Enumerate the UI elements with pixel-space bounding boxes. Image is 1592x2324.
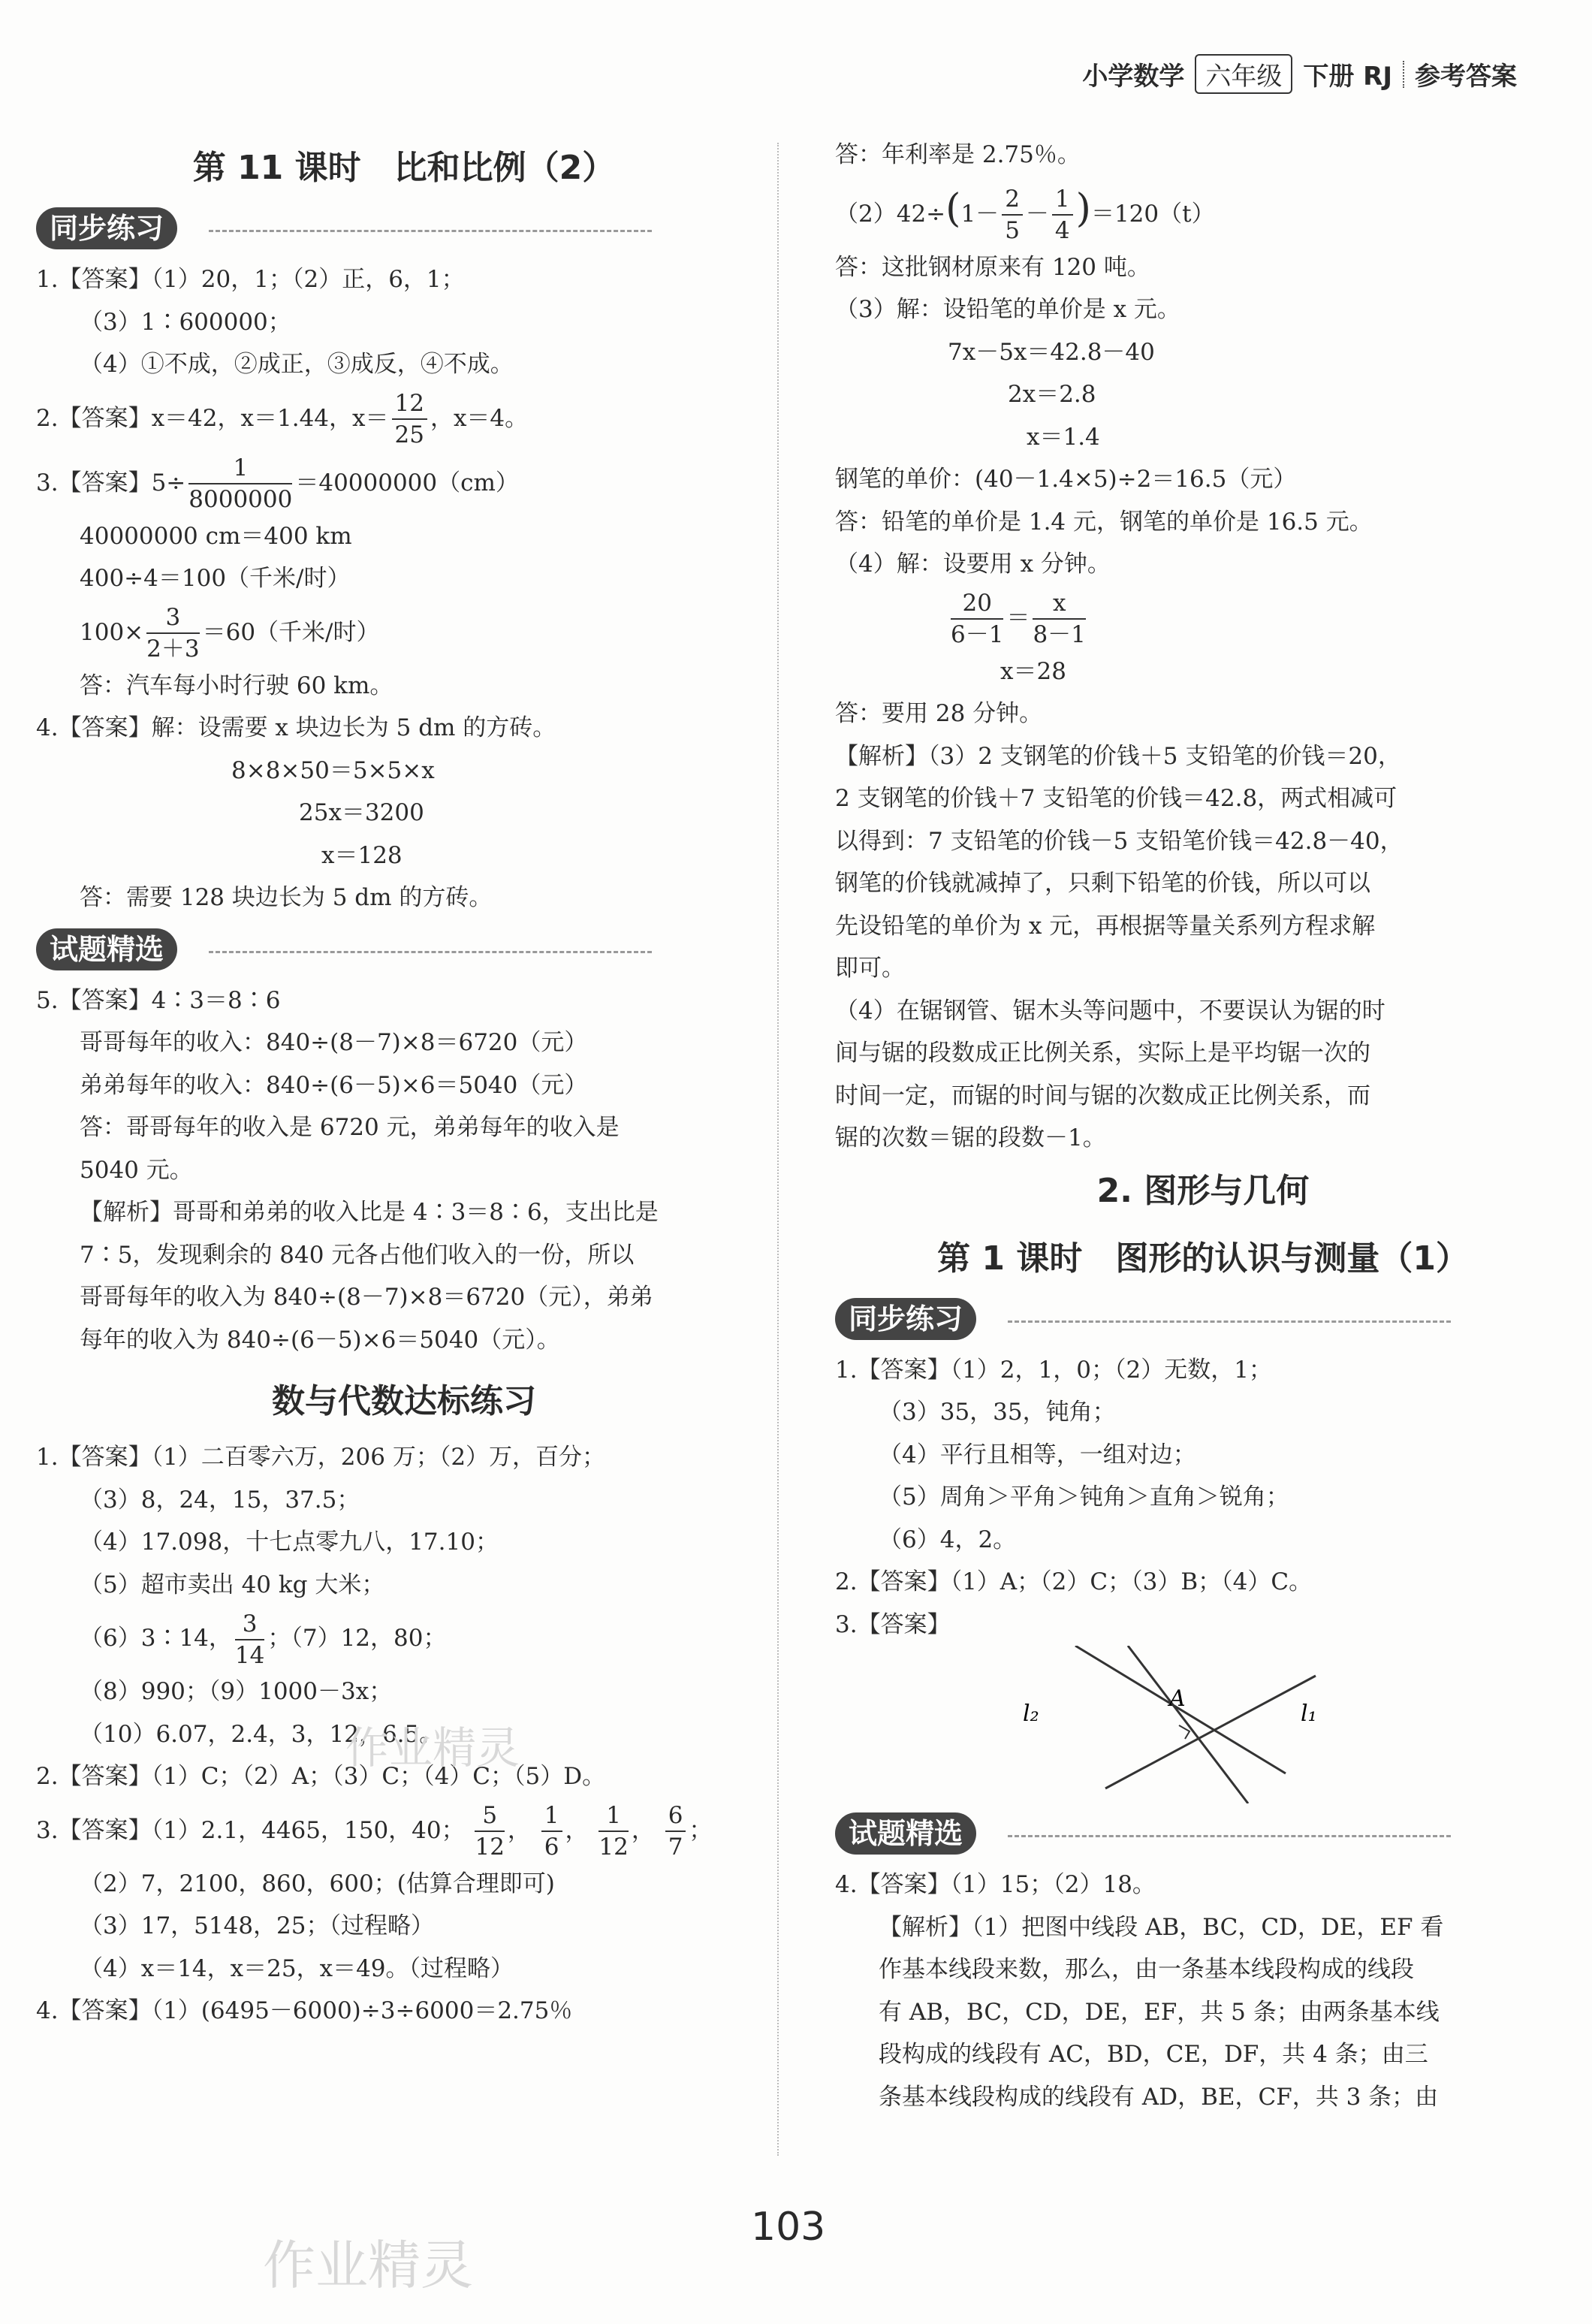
grade-badge: 六年级 xyxy=(1195,54,1292,94)
answer-line: （4）17.098，十七点零九八，17.10； xyxy=(80,1529,499,1556)
answer-line: 弟弟每年的收入：840÷(6－5)×6＝5040（元） xyxy=(80,1071,588,1099)
answer-line: （3）17，5148，25；（过程略） xyxy=(80,1912,435,1939)
answer-line: 4.【答案】解：设需要 x 块边长为 5 dm 的方砖。 xyxy=(36,714,556,741)
denominator: 12 xyxy=(599,1834,629,1861)
header-divider xyxy=(1403,61,1404,88)
fraction xyxy=(1052,184,1073,246)
answer-line: （3）35，35，钝角； xyxy=(879,1399,1116,1426)
watermark: 作业精灵 xyxy=(263,2235,473,2296)
fraction xyxy=(541,1800,562,1862)
section-band-select xyxy=(36,924,772,976)
answer-line: 1.【答案】（1）20，1；（2）正，6，1； xyxy=(36,266,465,293)
analysis-line: 作基本线段来数，那么，由一条基本线段构成的线段 xyxy=(879,1956,1414,1983)
analysis-line: 7∶5，发现剩余的 840 元各占他们收入的一份，所以 xyxy=(80,1241,635,1269)
answer-line: x＝28 xyxy=(1000,657,1066,685)
text: ＝60（千米/时） xyxy=(202,618,380,646)
paren-close: ) xyxy=(1075,186,1091,231)
text: 2.【答案】x＝42，x＝1.44，x＝ xyxy=(36,404,389,432)
answer-line: 1.【答案】（1）2，1，0；（2）无数，1； xyxy=(835,1356,1272,1384)
lesson-title: 第 1 课时 图形的认识与测量（1） xyxy=(937,1239,1469,1278)
answer-line: 答：要用 28 分钟。 xyxy=(835,700,1043,727)
analysis-line: 时间一定，而锯的时间与锯的次数成正比例关系，而 xyxy=(835,1082,1370,1109)
text: （2）42÷ xyxy=(835,200,946,228)
answer-line: （2）7，2100，860，600；(估算合理即可) xyxy=(80,1870,555,1897)
answer-line: 1.【答案】（1）二百零六万，206 万；（2）万，百分； xyxy=(36,1444,606,1471)
analysis-line: 间与锯的段数成正比例关系，实际上是平均锯一次的 xyxy=(835,1040,1370,1067)
section-band-sync xyxy=(835,1293,1571,1346)
analysis-line: 先设铅笔的单价为 x 元，再根据等量关系列方程求解 xyxy=(835,912,1376,940)
answer-line: 2x＝2.8 xyxy=(1008,381,1096,408)
answer-line: 3.【答案】（1）2.1，4465，150，40； $\frac{5}{12}$ ， $\frac{1}{6}$ ， $\frac{1}{12}$ ， $\frac{6}{7}$ ； xyxy=(36,1802,713,1861)
fraction xyxy=(475,1800,504,1862)
answer-line: 2.【答案】（1）C；（2）A；（3）C；（4）C；（5）D。 xyxy=(36,1763,606,1790)
answer-line: （5）周角＞平角＞钝角＞直角＞锐角； xyxy=(879,1483,1289,1511)
analysis-line: 有 AB，BC，CD，DE，EF，共 5 条；由两条基本线 xyxy=(879,1998,1440,2026)
fraction xyxy=(951,588,1003,650)
select-tag: 试题精选 xyxy=(36,928,177,970)
numerator: 1 xyxy=(188,453,292,484)
section-title: 数与代数达标练习 xyxy=(272,1382,536,1420)
answer-line: （4）x＝14，x＝25，x＝49。（过程略） xyxy=(80,1954,514,1982)
numerator: 5 xyxy=(475,1800,504,1832)
chapter-title: 2. 图形与几何 xyxy=(1096,1171,1310,1210)
answer-line: x＝1.4 xyxy=(1027,423,1100,451)
answer-line: 答：这批钢材原来有 120 吨。 xyxy=(835,253,1150,281)
transversal-line xyxy=(1128,1646,1248,1803)
label-a: A xyxy=(1169,1686,1186,1712)
section-band-sync xyxy=(36,203,772,255)
lesson-title: 第 11 课时 比和比例（2） xyxy=(192,149,616,187)
text: 100× xyxy=(80,618,144,646)
analysis-line: 钢笔的价钱就减掉了，只剩下铅笔的价钱，所以可以 xyxy=(835,870,1370,897)
answer-line: 钢笔的单价：(40－1.4×5)÷2＝16.5（元） xyxy=(835,466,1297,493)
answer-line: （10）6.07，2.4，3，12，6.5。 xyxy=(80,1720,443,1748)
answer-line: （2）42÷(1－ $\frac{2}{5}$ － $\frac{1}{4}$ )＝120（t） xyxy=(835,186,1215,244)
select-tag: 试题精选 xyxy=(835,1812,976,1855)
band-dash xyxy=(209,951,652,953)
denominator: 5 xyxy=(1005,217,1020,244)
analysis-line: 2 支钢笔的价钱＋7 支铅笔的价钱＝42.8，两式相减可 xyxy=(835,785,1398,812)
page-header xyxy=(1082,54,1517,94)
column-divider xyxy=(777,143,779,2156)
fraction xyxy=(188,453,292,515)
answer-line xyxy=(36,451,772,515)
text: ；（7）12，80； xyxy=(267,1625,447,1652)
denominator: 6－1 xyxy=(951,621,1004,648)
answer-line: 答：汽车每小时行驶 60 km。 xyxy=(80,672,393,699)
numerator: x xyxy=(1033,588,1085,620)
answer-line: 答：年利率是 2.75％。 xyxy=(835,141,1081,168)
analysis-line: 【解析】哥哥和弟弟的收入比是 4∶3＝8∶6，支出比是 xyxy=(80,1199,659,1226)
fraction xyxy=(392,388,427,450)
analysis-line: 【解析】（3）2 支钢笔的价钱＋5 支铅笔的价钱＝20， xyxy=(835,742,1401,770)
denominator: 6 xyxy=(544,1834,559,1861)
band-dash xyxy=(1008,1320,1451,1323)
answer-line: 答：铅笔的单价是 1.4 元，钢笔的单价是 16.5 元。 xyxy=(835,508,1373,536)
answer-line: （3）解：设铅笔的单价是 x 元。 xyxy=(835,296,1180,323)
text: 3.【答案】5÷ xyxy=(36,469,186,496)
numerator: 3 xyxy=(146,602,199,634)
answer-line: （4）平行且相等，一组对边； xyxy=(879,1441,1196,1468)
fraction xyxy=(1002,184,1023,246)
answer-line xyxy=(36,1606,772,1671)
analysis-line: 条基本线段构成的线段有 AD，BE，CF，共 3 条；由 xyxy=(879,2083,1439,2111)
label-l2: l₂ xyxy=(1023,1701,1039,1727)
answer-line xyxy=(36,386,772,451)
denominator: 4 xyxy=(1054,217,1070,244)
numerator: 2 xyxy=(1002,184,1023,216)
answer-line: 25x＝3200 xyxy=(299,799,424,826)
fraction xyxy=(665,1800,686,1862)
subject-label: 小学数学 xyxy=(1082,62,1185,92)
geometry-figure xyxy=(835,1646,1571,1803)
fraction xyxy=(235,1609,264,1671)
answer-line: 7x－5x＝42.8－40 xyxy=(948,338,1155,366)
band-dash xyxy=(209,230,652,232)
text: ＝40000000（cm） xyxy=(295,469,519,496)
analysis-line: 即可。 xyxy=(835,955,905,982)
right-column xyxy=(835,134,1571,2118)
answer-line: 3.【答案】 xyxy=(835,1610,951,1638)
numerator: 1 xyxy=(1052,184,1073,216)
answer-line: 4.【答案】（1）(6495－6000)÷3÷6000＝2.75％ xyxy=(36,1997,573,2024)
numerator: 6 xyxy=(665,1800,686,1832)
watermark: 作业精灵 xyxy=(345,1722,520,1773)
text: （6）3∶14， xyxy=(80,1625,232,1652)
answer-line xyxy=(36,600,772,665)
label-l1: l₁ xyxy=(1301,1701,1317,1727)
section-band-select xyxy=(835,1808,1571,1861)
denominator: 8－1 xyxy=(1033,621,1086,648)
analysis-line: 以得到：7 支铅笔的价钱－5 支铅笔价钱＝42.8－40， xyxy=(835,827,1404,855)
numerator: 1 xyxy=(541,1800,562,1832)
answer-line: （5）超市卖出 40 kg 大米； xyxy=(80,1571,385,1598)
answer-line: 2.【答案】（1）A；（2）C；（3）B；（4）C。 xyxy=(835,1568,1313,1595)
lines-figure xyxy=(835,1646,1571,1803)
analysis-line: 哥哥每年的收入为 840÷(8－7)×8＝6720（元），弟弟 xyxy=(80,1284,653,1311)
right-angle-mark xyxy=(1179,1725,1189,1739)
fraction xyxy=(1033,588,1085,650)
numerator: 20 xyxy=(951,588,1003,620)
analysis-line: 【解析】（1）把图中线段 AB，BC，CD，DE，EF 看 xyxy=(879,1913,1444,1941)
answer-line: （4）解：设要用 x 分钟。 xyxy=(835,551,1111,578)
numerator: 1 xyxy=(599,1800,628,1832)
denominator: 14 xyxy=(234,1641,265,1669)
section-label: 参考答案 xyxy=(1415,62,1517,92)
analysis-line: 锯的次数＝锯的段数－1。 xyxy=(835,1124,1106,1151)
sync-tag: 同步练习 xyxy=(835,1298,976,1340)
denominator: 7 xyxy=(668,1834,683,1861)
answer-line: 8×8×50＝5×5×x xyxy=(231,756,435,784)
analysis-line: 每年的收入为 840÷(6－5)×6＝5040（元）。 xyxy=(80,1326,560,1354)
fraction xyxy=(599,1800,628,1862)
answer-line: 5.【答案】4∶3＝8∶6 xyxy=(36,986,281,1014)
answer-line: （3）1∶600000； xyxy=(80,308,291,336)
text: 3.【答案】（1）2.1，4465，150，40； xyxy=(36,1816,465,1844)
answer-line: （6）4，2。 xyxy=(879,1526,1017,1553)
paren-open: ( xyxy=(945,186,961,231)
analysis-line: 段构成的线段有 AC，BD，CE，DF，共 4 条；由三 xyxy=(879,2041,1428,2068)
answer-line: （8）990；（9）1000－3x； xyxy=(80,1678,393,1705)
answer-line: $\frac{20}{6-1}$ ＝ $\frac{x}{8-1}$ xyxy=(951,590,1086,648)
numerator: 3 xyxy=(235,1609,264,1640)
fraction xyxy=(146,602,199,664)
page-number: 103 xyxy=(751,2205,826,2250)
analysis-line: （4）在锯钢管、锯木头等问题中，不要误认为锯的时 xyxy=(835,997,1385,1025)
volume-label: 下册 RJ xyxy=(1303,62,1392,92)
answer-line: 4.【答案】（1）15；（2）18。 xyxy=(835,1871,1156,1898)
denominator: 12 xyxy=(475,1834,505,1861)
denominator: 25 xyxy=(394,421,424,448)
answer-line: x＝128 xyxy=(321,841,403,869)
denominator: 2＋3 xyxy=(146,635,200,662)
sync-tag: 同步练习 xyxy=(36,207,177,249)
answer-line: （3）8，24，15，37.5； xyxy=(80,1486,360,1514)
band-dash xyxy=(1008,1835,1451,1837)
numerator: 12 xyxy=(392,388,427,420)
answer-line: 5040 元。 xyxy=(80,1156,193,1184)
answer-line: 答：需要 128 块边长为 5 dm 的方砖。 xyxy=(80,884,493,911)
answer-line: 哥哥每年的收入：840÷(8－7)×8＝6720（元） xyxy=(80,1029,588,1056)
text: ，x＝4。 xyxy=(430,404,529,432)
denominator: 8000000 xyxy=(188,486,293,513)
text: ＝120（t） xyxy=(1090,200,1215,228)
answer-line: 400÷4＝100（千米/时） xyxy=(80,565,351,592)
answer-line: 40000000 cm＝400 km xyxy=(80,522,352,550)
answer-line: 答：哥哥每年的收入是 6720 元，弟弟每年的收入是 xyxy=(80,1114,620,1141)
answer-line: （4）①不成，②成正，③成反，④不成。 xyxy=(80,351,514,378)
